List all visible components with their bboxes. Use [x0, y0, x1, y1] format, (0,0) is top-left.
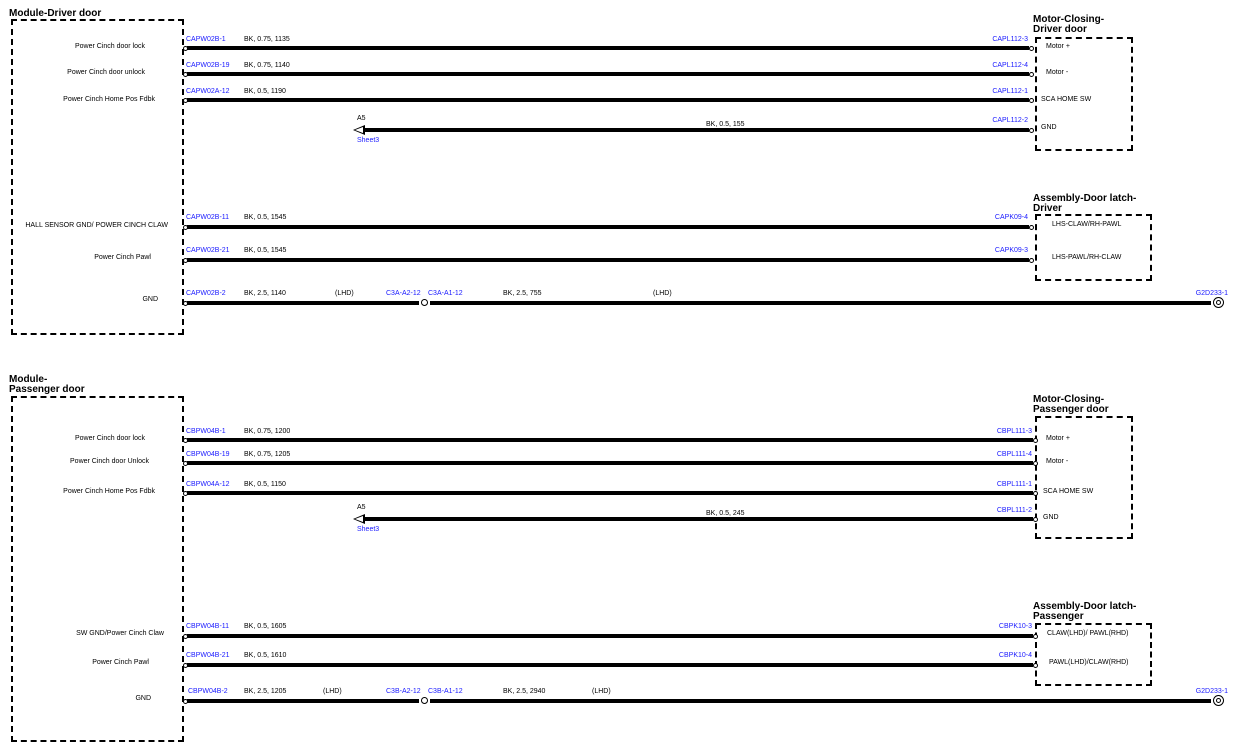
passenger-gnd-note2: (LHD) — [592, 688, 611, 695]
passenger-pin-label: GND — [1043, 514, 1059, 521]
driver-gnd-note2: (LHD) — [653, 290, 672, 297]
driver-ground-icon — [1213, 297, 1224, 308]
driver-signal-label: Power Cinch Home Pos Fdbk — [63, 96, 155, 103]
passenger-pin-label: CLAW(LHD)/ PAWL(RHD) — [1047, 630, 1129, 637]
driver-motor-title — [1033, 15, 1104, 35]
passenger-signal-label: Power Cinch Pawl — [92, 659, 149, 666]
driver-gnd-inline-a: C3A-A2-12 — [386, 290, 421, 297]
passenger-offsheet-ref: A5 — [357, 504, 366, 511]
passenger-ground-icon — [1213, 695, 1224, 706]
passenger-gnd-signal: GND — [135, 695, 151, 702]
driver-to-connector: CAPL112-1 — [992, 88, 1028, 95]
passenger-gnd-spec1: BK, 2.5, 1205 — [244, 688, 287, 695]
passenger-pin-label: SCA HOME SW — [1043, 488, 1094, 495]
driver-wire — [365, 128, 1029, 132]
driver-pin-label: Motor + — [1046, 43, 1070, 50]
driver-wire-spec: BK, 0.75, 1140 — [244, 62, 290, 69]
driver-gnd-spec1: BK, 2.5, 1140 — [244, 290, 286, 297]
passenger-wire-spec: BK, 0.5, 1610 — [244, 652, 287, 659]
driver-to-connector: CAPL112-3 — [992, 36, 1028, 43]
passenger-wire — [187, 663, 1033, 667]
passenger-wire-end — [1033, 438, 1038, 443]
driver-wire-end — [1029, 128, 1034, 133]
passenger-from-connector: CBPW04B-11 — [186, 623, 230, 630]
driver-signal-label: Power Cinch door unlock — [67, 69, 145, 76]
driver-inline-connector-icon — [421, 299, 428, 306]
passenger-gnd-wire-b — [430, 699, 1211, 703]
driver-latch-title-line1: Assembly-Door latch- — [1033, 193, 1137, 204]
driver-from-connector: CAPW02B-21 — [186, 247, 230, 254]
driver-gnd-wire-b — [430, 301, 1211, 305]
passenger-wire-end — [1033, 491, 1038, 496]
passenger-wire — [187, 438, 1033, 442]
driver-gnd-spec2: BK, 2.5, 755 — [503, 290, 542, 297]
driver-pin-label: GND — [1041, 124, 1057, 131]
driver-motor-box — [1035, 37, 1133, 151]
driver-from-connector: CAPW02B-19 — [186, 62, 230, 69]
passenger-wire — [187, 491, 1033, 495]
driver-wire-spec: BK, 0.75, 1135 — [244, 36, 290, 43]
passenger-module-title — [9, 375, 85, 395]
passenger-gnd-note1: (LHD) — [323, 688, 342, 695]
driver-pin-label: SCA HOME SW — [1041, 96, 1092, 103]
passenger-to-connector: CBPL111-3 — [996, 428, 1032, 435]
passenger-signal-label: SW GND/Power Cinch Claw — [76, 630, 164, 637]
driver-gnd-to: G2D233-1 — [1195, 290, 1228, 297]
passenger-inline-connector-icon — [421, 697, 428, 704]
passenger-wire-spec: BK, 0.5, 245 — [706, 510, 745, 517]
passenger-to-connector: CBPK10-3 — [998, 623, 1032, 630]
passenger-to-connector: CBPL111-4 — [996, 451, 1032, 458]
driver-motor-title-line2: Driver door — [1033, 24, 1087, 35]
driver-motor-title-line1: Motor-Closing- — [1033, 14, 1105, 25]
driver-wire-spec: BK, 0.5, 1545 — [244, 247, 287, 254]
driver-wire — [187, 225, 1029, 229]
passenger-gnd-from: CBPW04B-2 — [188, 688, 228, 695]
passenger-gnd-inline-b: C3B-A1-12 — [428, 688, 463, 695]
passenger-from-connector: CBPW04B-1 — [186, 428, 226, 435]
passenger-offsheet-sheet: Sheet3 — [357, 526, 380, 533]
passenger-wire-spec: BK, 0.5, 1605 — [244, 623, 287, 630]
passenger-motor-title-line1: Motor-Closing- — [1033, 394, 1105, 405]
driver-wire-spec: BK, 0.5, 1545 — [244, 214, 287, 221]
passenger-to-connector: CBPK10-4 — [998, 652, 1032, 659]
passenger-wire-end — [1033, 634, 1038, 639]
driver-offsheet-sheet: Sheet3 — [357, 137, 380, 144]
passenger-signal-label: Power Cinch door lock — [74, 435, 145, 442]
driver-wire — [187, 98, 1029, 102]
driver-gnd-note1: (LHD) — [335, 290, 354, 297]
passenger-wire-end — [1033, 663, 1038, 668]
driver-wire-end — [1029, 98, 1034, 103]
driver-wire-end — [1029, 258, 1034, 263]
passenger-wire — [187, 461, 1033, 465]
driver-wire — [187, 46, 1029, 50]
driver-from-connector: CAPW02A-12 — [186, 88, 230, 95]
driver-offsheet-arrow-icon — [353, 125, 365, 135]
passenger-module-box — [11, 396, 184, 742]
driver-from-connector: CAPW02B-11 — [186, 214, 230, 221]
driver-gnd-inline-b: C3A-A1-12 — [428, 290, 463, 297]
driver-wire — [187, 72, 1029, 76]
driver-wire-end — [1029, 225, 1034, 230]
passenger-wire-spec: BK, 0.75, 1200 — [244, 428, 291, 435]
passenger-wire — [187, 634, 1033, 638]
passenger-gnd-inline-a: C3B-A2-12 — [386, 688, 421, 695]
passenger-wire — [365, 517, 1033, 521]
driver-to-connector: CAPL112-4 — [992, 62, 1028, 69]
passenger-gnd-spec2: BK, 2.5, 2940 — [503, 688, 546, 695]
driver-latch-title — [1033, 194, 1136, 214]
driver-from-connector: CAPW02B-1 — [186, 36, 226, 43]
driver-module-title: Module-Driver door — [9, 8, 102, 19]
driver-to-connector: CAPL112-2 — [992, 117, 1028, 124]
driver-signal-label: Power Cinch door lock — [74, 43, 145, 50]
passenger-latch-title — [1033, 602, 1136, 622]
passenger-module-title-line2: Passenger door — [9, 384, 85, 395]
driver-gnd-wire-a — [187, 301, 419, 305]
driver-gnd-from: CAPW02B-2 — [186, 290, 226, 297]
passenger-from-connector: CBPW04A-12 — [186, 481, 230, 488]
driver-module-box — [11, 19, 184, 335]
passenger-pin-label: PAWL(LHD)/CLAW(RHD) — [1049, 659, 1129, 666]
passenger-wire-spec: BK, 0.5, 1150 — [244, 481, 286, 488]
passenger-from-connector: CBPW04B-21 — [186, 652, 230, 659]
passenger-pin-label: Motor + — [1046, 435, 1070, 442]
passenger-gnd-wire-a — [187, 699, 419, 703]
driver-to-connector: CAPK09-3 — [994, 247, 1028, 254]
passenger-gnd-to: G2D233-1 — [1195, 688, 1228, 695]
driver-signal-label: Power Cinch Pawl — [94, 254, 151, 261]
passenger-motor-title — [1033, 395, 1109, 415]
driver-wire-spec: BK, 0.5, 155 — [706, 121, 745, 128]
driver-latch-title-line2: Driver — [1033, 203, 1062, 214]
passenger-from-connector: CBPW04B-19 — [186, 451, 230, 458]
driver-pin-label: Motor - — [1046, 69, 1069, 76]
driver-pin-label: LHS-CLAW/RH-PAWL — [1052, 221, 1122, 228]
driver-pin-label: LHS-PAWL/RH-CLAW — [1052, 254, 1122, 261]
passenger-pin-label: Motor - — [1046, 458, 1069, 465]
passenger-wire-end — [1033, 517, 1038, 522]
passenger-wire-spec: BK, 0.75, 1205 — [244, 451, 291, 458]
driver-wire-end — [1029, 46, 1034, 51]
passenger-to-connector: CBPL111-2 — [996, 507, 1032, 514]
driver-wire — [187, 258, 1029, 262]
passenger-to-connector: CBPL111-1 — [996, 481, 1032, 488]
driver-wire-spec: BK, 0.5, 1190 — [244, 88, 286, 95]
driver-offsheet-ref: A5 — [357, 115, 366, 122]
passenger-wire-end — [1033, 461, 1038, 466]
passenger-motor-title-line2: Passenger door — [1033, 404, 1109, 415]
driver-to-connector: CAPK09-4 — [994, 214, 1028, 221]
driver-signal-label: HALL SENSOR GND/ POWER CINCH CLAW — [25, 222, 168, 229]
passenger-latch-title-line2: Passenger — [1033, 611, 1084, 622]
passenger-offsheet-arrow-icon — [353, 514, 365, 524]
driver-gnd-signal: GND — [142, 296, 158, 303]
driver-wire-end — [1029, 72, 1034, 77]
passenger-latch-title-line1: Assembly-Door latch- — [1033, 601, 1137, 612]
passenger-signal-label: Power Cinch Home Pos Fdbk — [63, 488, 155, 495]
passenger-module-title-line1: Module- — [9, 374, 48, 385]
passenger-signal-label: Power Cinch door Unlock — [70, 458, 149, 465]
